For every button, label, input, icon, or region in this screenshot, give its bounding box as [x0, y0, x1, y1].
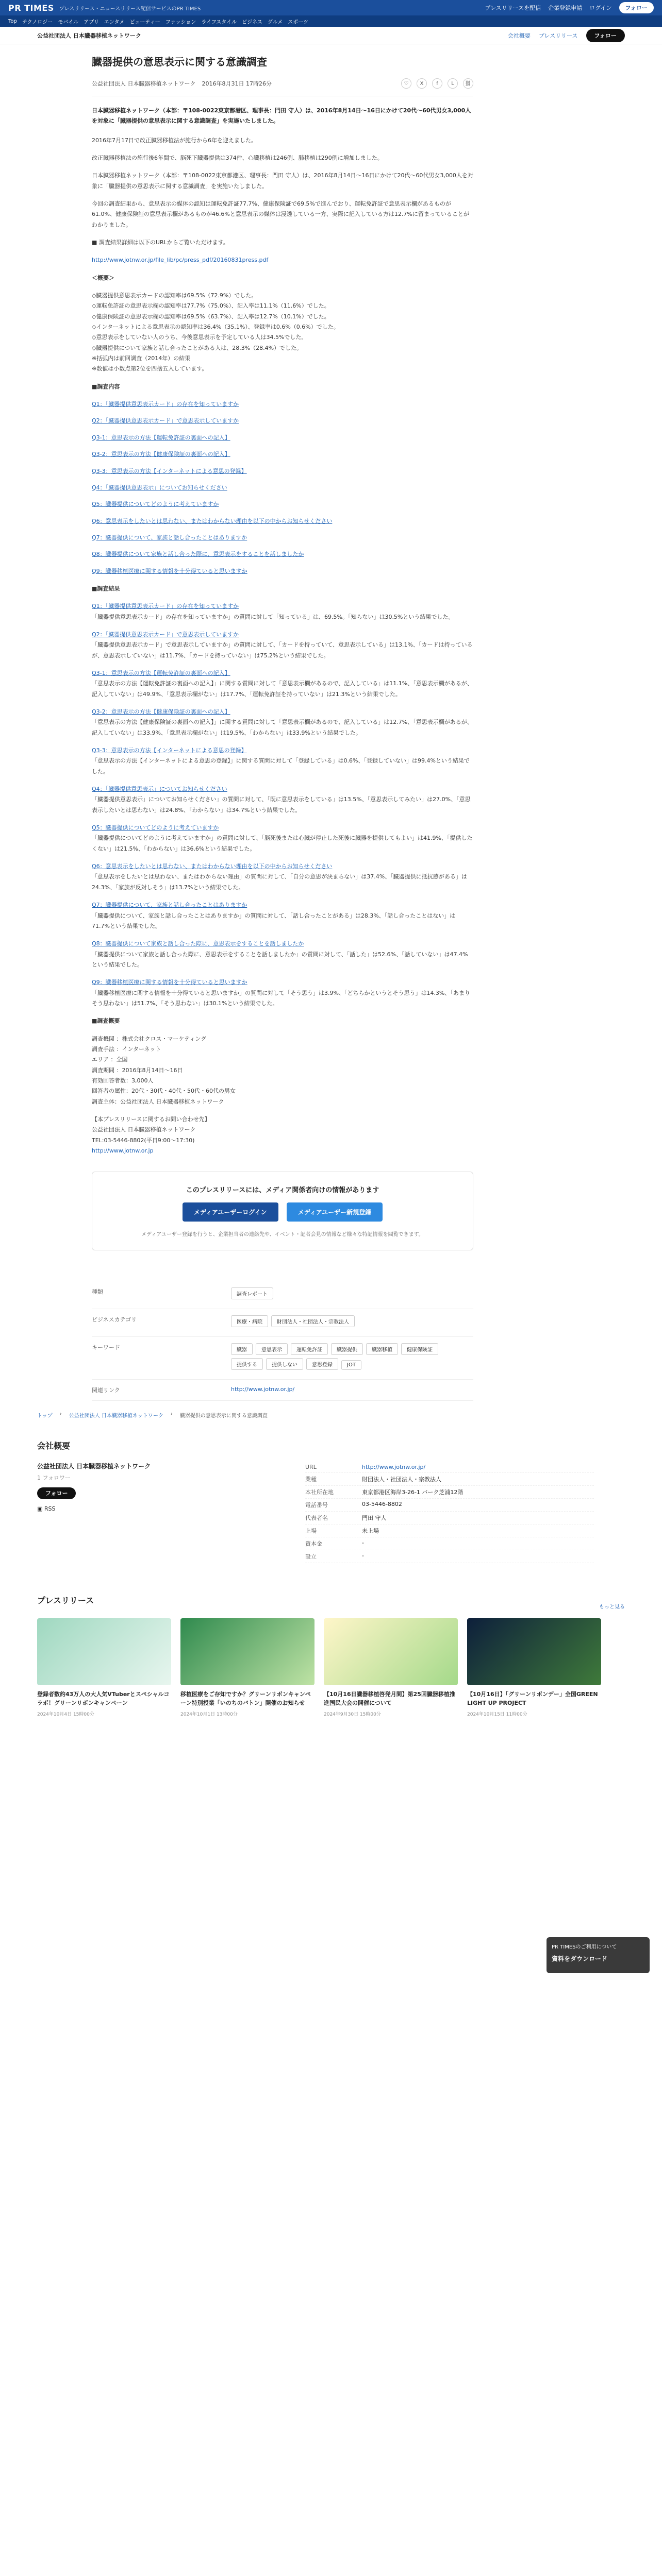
survey-item: 調査期間 ：2016年8月14日～16日	[92, 1066, 183, 1074]
card-title: 移植医療をご存知ですか？グリーンリボンキャンペーン特別授業「いのちのバトン」開催のお知らせ	[180, 1691, 311, 1706]
contact-line: 【本プレスリリースに関するお問い合わせ先】	[92, 1116, 210, 1123]
result-answer: 「意思表示の方法【健康保険証の裏面への記入】」に関する質問に対して「意思表示欄があるので、記入している」は12.7%、「意思表示欄があるが、記入していない」は33.9%、「意思表示欄がない」は19.5%、「わからない」は33.9%という結果でした。	[92, 719, 473, 736]
keyword-tag[interactable]: 意思登録	[306, 1358, 338, 1370]
media-register-button[interactable]: メディアユーザー新規登録	[287, 1202, 383, 1222]
result-answer: 「臓器提供について、家族と話し合ったことはありますか」の質問に対して、「話し合ったことがある」は28.3%、「話し合ったことはない」は71.7%という結果でした。	[92, 912, 456, 929]
paragraph: 改正臓器移植法の施行後6年間で、脳死下臓器提供は374件、心臓移植は246例、肺移植は290例に増加しました。	[92, 154, 383, 161]
result-question: Q4：「臓器提供意思表示」についてお知らせください	[92, 786, 227, 793]
company-row-key: URL	[305, 1464, 317, 1471]
result-answer: 「臓器提供意思表示カード」で意思表示していますか」の質問に対して、「カードを持っていて、意思表示している」は13.1%、「カードは持っているが、意思表示していない」は11.7%、「カードを持っていない」は75.2%という結果でした。	[92, 641, 473, 659]
line-share-icon[interactable]: L	[448, 78, 458, 89]
article	[92, 44, 473, 1401]
result-question: Q8：臓器提供について家族と話し合った際に、意思表示をすることを話しましたか	[92, 940, 304, 947]
paragraph: 2016年7月17日で改正臓器移植法が施行から6年を迎えました。	[92, 137, 257, 144]
download-widget[interactable]	[547, 1937, 650, 1973]
company-row-key: 電話番号	[305, 1502, 328, 1509]
card-date: 2024年10月1日 13時00分	[180, 1712, 238, 1718]
heart-icon[interactable]: ♡	[401, 78, 411, 89]
biz-tag[interactable]: 財団法人・社団法人・宗教法人	[271, 1315, 355, 1327]
download-cta[interactable]: 資料をダウンロード	[552, 1955, 608, 1962]
keyword-tag[interactable]: 臓器	[231, 1343, 253, 1355]
article-title: 臓器提供の意思表示に関する意識調査	[92, 56, 267, 68]
survey-heading: ■調査概要	[92, 1018, 120, 1025]
more-link[interactable]: もっと見る	[599, 1604, 625, 1611]
company-follow-button-2[interactable]: フォロー	[37, 1487, 76, 1499]
company-row-value: -	[362, 1552, 364, 1560]
summary-item: ◇インターネットによる意思表示の認知率は36.4%（35.1%）、登録率は0.6%（0.6%）でした。	[92, 324, 339, 331]
card-thumbnail	[324, 1618, 458, 1685]
category-item[interactable]: グルメ	[267, 19, 283, 25]
result-question: Q2：「臓器提供意思表示カード」で意思表示していますか	[92, 631, 239, 638]
company-row-key: 本社所在地	[305, 1489, 334, 1496]
result-question: Q3-2：意思表示の方法【健康保険証の裏面への記入】	[92, 708, 230, 715]
question-link[interactable]: Q4：「臓器提供意思表示」についてお知らせください	[92, 484, 227, 491]
card-date: 2024年10月4日 15時00分	[37, 1712, 94, 1718]
article-author[interactable]: 公益社団法人 日本臓器移植ネットワーク	[92, 80, 196, 87]
result-question: Q9：臓器移植医療に関する情報を十分得ていると思いますか	[92, 979, 247, 986]
result-question: Q3-1：意思表示の方法【運転免許証の裏面への記入】	[92, 669, 230, 676]
result-question: Q1：「臓器提供意思表示カード」の存在を知っていますか	[92, 603, 239, 610]
rss-icon: ▣	[37, 1505, 43, 1513]
site-tagline: プレスリリース・ニュースリリース配信サービスのPR TIMES	[59, 6, 201, 12]
media-box-note: メディアユーザー登録を行うと、企業担当者の連絡先や、イベント・記者会見の情報など様々な特記情報を閲覧できます。	[141, 1232, 424, 1238]
survey-item: 調査手法 ：インターネット	[92, 1045, 161, 1053]
press-heading: プレスリリース	[37, 1596, 94, 1606]
type-label: 種類	[92, 1289, 103, 1296]
question-link[interactable]: Q3-1：意思表示の方法【運転免許証の裏面への記入】	[92, 434, 230, 441]
press-release-section	[37, 1594, 625, 1717]
press-card[interactable]	[180, 1618, 315, 1717]
company-register-link[interactable]: 企業登録申請	[548, 5, 583, 11]
survey-item: エリア ：全国	[92, 1056, 128, 1063]
question-link[interactable]: Q8：臓器提供について家族と話し合った際に、意思表示をすることを話しましたか	[92, 551, 304, 558]
category-item[interactable]: ビューティー	[129, 19, 160, 25]
card-title: 【10月16日臓器移植啓発月間】第25回臓器移植推進国民大会の開催について	[324, 1691, 455, 1706]
category-item[interactable]: モバイル	[58, 19, 79, 25]
question-link[interactable]: Q2：「臓器提供意思表示カード」で意思表示していますか	[92, 417, 239, 425]
question-link[interactable]: Q7：臓器提供について、家族と話し合ったことはありますか	[92, 534, 247, 541]
press-release-link[interactable]: プレスリリース	[538, 32, 578, 39]
company-name[interactable]: 公益社団法人 日本臓器移植ネットワーク	[37, 1463, 151, 1470]
article-body	[92, 135, 473, 1157]
result-question: Q3-3：意思表示の方法【インターネットによる意思の登録】	[92, 747, 247, 754]
company-row-key: 業種	[305, 1476, 317, 1483]
header-follow-button[interactable]: フォロー	[619, 2, 654, 13]
survey-item: 調査主体：公益社団法人 日本臓器移植ネットワーク	[92, 1098, 224, 1105]
question-link[interactable]: Q1：「臓器提供意思表示カード」の存在を知っていますか	[92, 401, 239, 408]
company-profile-link[interactable]: 会社概要	[507, 32, 531, 39]
keyword-tag[interactable]: 臓器移植	[366, 1343, 398, 1355]
contact-url-link[interactable]: http://www.jotnw.or.jp	[92, 1147, 154, 1155]
breadcrumb	[37, 1411, 662, 1419]
result-answer: 「意思表示の方法【運転免許証の裏面への記入】」に関する質問に対して「意思表示欄があるので、記入している」は11.1%、「意思表示欄があるが、記入していない」は49.9%、「意思表示欄がない」は17.7%、「運転免許証を持っていない」は21.3%という結果でした。	[92, 680, 473, 698]
rss-link[interactable]	[37, 1505, 285, 1512]
article-date: 2016年8月31日 17時26分	[202, 80, 272, 87]
tags-table	[92, 1281, 473, 1401]
keyword-tag[interactable]: 提供しない	[266, 1358, 303, 1370]
question-link[interactable]: Q3-2：意思表示の方法【健康保険証の裏面への記入】	[92, 451, 230, 458]
chevron-right-icon: ›	[170, 1411, 173, 1417]
card-date: 2024年10月15日 11時00分	[467, 1712, 527, 1718]
category-item[interactable]: テクノロジー	[22, 19, 53, 25]
result-question: Q7：臓器提供について、家族と話し合ったことはありますか	[92, 902, 247, 909]
paragraph: 日本臓器移植ネットワーク（本部：〒108-0022東京都港区、理事長：門田 守人）は、2016年8月14日～16日にかけて20代～60代男女3,000人を対象に「臓器提供の意思表示に関する意識調査」を実施いたしました。	[92, 172, 473, 190]
category-item[interactable]: ビジネス	[242, 19, 262, 25]
login-link[interactable]: ログイン	[589, 5, 612, 11]
media-box-title: このプレスリリースには、メディア関係者向けの情報があります	[186, 1187, 379, 1195]
facebook-share-icon[interactable]: f	[432, 78, 442, 89]
contact-line: 公益社団法人 日本臓器移植ネットワーク	[92, 1126, 196, 1133]
site-logo[interactable]: PR TIMES	[8, 3, 54, 13]
result-answer: 「臓器提供についてどのように考えていますか」の質問に対して、「脳死後または心臓が停止した死後に臓器を提供してもよい」は41.9%、「提供したくない」は21.5%、「わからない」は36.6%という結果でした。	[92, 835, 473, 852]
summary-heading: ＜概要＞	[92, 274, 114, 281]
media-login-button[interactable]: メディアユーザーログイン	[183, 1202, 278, 1222]
summary-item: ※括弧内は前回調査（2014年）の結果	[92, 355, 191, 362]
top-header	[0, 0, 662, 15]
summary-item: ◇健康保険証の意思表示欄の認知率は69.5%（63.7%）、記入率は12.7%（10.1%）でした。	[92, 313, 330, 320]
survey-item: 調査機関 ：株式会社クロス・マーケティング	[92, 1035, 207, 1042]
type-tag[interactable]: 調査レポート	[231, 1287, 273, 1299]
result-answer: 「臓器提供意思表示」についてお知らせください」の質問に対して、「既に意思表示をしている」は13.5%、「意思表示してみたい」は27.0%、「意思表示したいとは思わない」は24.8%、「わからない」は34.7%という結果でした。	[92, 796, 471, 814]
category-item[interactable]: スポーツ	[288, 19, 308, 25]
company-follow-button[interactable]: フォロー	[586, 29, 625, 42]
summary-item: ◇運転免許証の意思表示欄の認知率は77.7%（75.0%）、記入率は11.1%（11.6%）でした。	[92, 302, 330, 310]
company-row-key: 代表者名	[305, 1515, 328, 1522]
keyword-tag[interactable]: 意思表示	[256, 1343, 288, 1355]
x-share-icon[interactable]: X	[417, 78, 427, 89]
company-row-value: 財団法人・社団法人・宗教法人	[362, 1476, 441, 1483]
summary-item: ◇意思表示をしていない人のうち、今後意思表示を予定している人は34.5%でした。	[92, 334, 307, 341]
summary-item: ◇臓器提供意思表示カードの認知率は69.5%（72.9%）でした。	[92, 292, 257, 299]
breadcrumb-item: 臓器提供の意思表示に関する意識調査	[179, 1413, 268, 1419]
result-answer: 「意思表示の方法【インターネットによる意思の登録】」に関する質問に対して「登録している」は0.6%、「登録していない」は99.4%という結果でした。	[92, 757, 470, 775]
download-widget-label: PR TIMESのご利用について	[552, 1944, 617, 1950]
card-thumbnail	[180, 1618, 315, 1685]
result-question: Q5：臓器提供についてどのように考えていますか	[92, 824, 219, 832]
company-row-key: 設立	[305, 1553, 317, 1561]
result-answer: 「臓器提供意思表示カード」の存在を知っていますか」の質問に対して「知っている」は、69.5%。「知らない」は30.5%という結果でした。	[92, 613, 454, 620]
question-link[interactable]: Q9：臓器移植医療に関する情報を十分得ていると思いますか	[92, 567, 247, 574]
press-card[interactable]	[324, 1618, 458, 1717]
company-bar	[0, 27, 662, 44]
summary-item: ◇臓器提供について家族と話し合ったことがある人は、28.3%（28.4%）でした。	[92, 344, 303, 351]
company-url[interactable]: http://www.jotnw.or.jp/	[362, 1464, 426, 1471]
question-link[interactable]: Q5：臓器提供についてどのように考えていますか	[92, 501, 219, 508]
company-row-key: 資本金	[305, 1540, 322, 1548]
card-thumbnail	[467, 1618, 601, 1685]
biz-label: ビジネスカテゴリ	[92, 1316, 137, 1324]
press-card[interactable]	[37, 1618, 171, 1717]
keyword-tag[interactable]: 健康保険証	[401, 1343, 438, 1355]
related-link-label: 関連リンク	[92, 1387, 120, 1394]
category-item[interactable]: アプリ	[84, 19, 99, 25]
method-heading: ■調査内容	[92, 383, 120, 390]
company-row-value: 門田 守人	[362, 1515, 387, 1522]
card-title: 【10月16日】「グリーンリボンデー」全国GREEN LIGHT UP PROJECT	[467, 1691, 598, 1706]
paragraph: 今回の調査結果から、意思表示の媒体の認知は運転免許証77.7%、健康保険証で69.5%で進んでおり、運転免許証で意思表示欄があるものが61.0%、健康保険証の意思表示欄があるものが46.6%と意思表示の媒体は浸透している一方、実際に記入している方は12.7%に留まっていることがわかりました。	[92, 200, 469, 228]
category-item[interactable]: ライフスタイル	[201, 19, 237, 25]
question-link[interactable]: Q6：意思表示をしたいとは思わない、またはわからない理由を以下の中からお知らせください	[92, 517, 333, 524]
card-title: 登録者数約43万人の大人気VTuberとスペシャルコラボ！グリーンリボンキャンペーン	[37, 1691, 170, 1706]
chevron-right-icon: ›	[59, 1411, 62, 1417]
result-answer: 「臓器移植医療に関する情報を十分得ていると思いますか」の質問に対して「そう思う」は3.9%、「どちらかというとそう思う」は14.3%、「あまりそう思わない」は51.7%、「そう思わない」は30.1%という結果でした。	[92, 989, 470, 1007]
pdf-link[interactable]: http://www.jotnw.or.jp/file_lib/pc/press_pdf/20160831press.pdf	[92, 257, 269, 264]
publish-link[interactable]: プレスリリースを配信	[485, 5, 541, 11]
contact-line: TEL:03-5446-8802(平日9:00～17:30)	[92, 1137, 195, 1144]
survey-item: 回答者の属性：20代・30代・40代・50代・60代の男女	[92, 1088, 236, 1095]
result-answer: 「臓器提供について家族と話し合った際に、意思表示をすることを話しましたか」の質問に対して、「話した」は52.6%、「話していない」は47.4%という結果でした。	[92, 951, 468, 968]
company-row-key: 上場	[305, 1528, 317, 1535]
question-link[interactable]: Q3-3：意思表示の方法【インターネットによる意思の登録】	[92, 467, 247, 474]
summary-item: ※数値は小数点第2位を四捨五入しています。	[92, 365, 208, 372]
keyword-tag[interactable]: JOT	[341, 1360, 361, 1370]
company-row-value: -	[362, 1539, 364, 1547]
category-nav	[0, 15, 662, 27]
biz-tag[interactable]: 医療・病院	[231, 1315, 268, 1327]
follower-count: 1 フォロワー	[37, 1475, 71, 1482]
card-date: 2024年9月30日 15時00分	[324, 1712, 381, 1718]
category-item[interactable]: Top	[8, 18, 17, 24]
rss-label: RSS	[44, 1505, 56, 1513]
keyword-tag[interactable]: 臓器提供	[331, 1343, 363, 1355]
company-section	[37, 1439, 625, 1563]
survey-item: 有効回答者数：3,000人	[92, 1077, 154, 1084]
article-lead: 日本臓器移植ネットワーク（本部：〒108-0022東京都港区、理事長：門田 守人）は、2016年8月14日～16日にかけて20代～60代男女3,000人を対象に「臓器提供の意思表示に関する意識調査」を実施いたしました。	[92, 107, 471, 124]
paragraph: ■ 調査結果詳細は以下のURLからご覧いただけます。	[92, 239, 229, 246]
company-row-value: 東京都港区海岸3-26-1 バーク芝浦12階	[362, 1489, 464, 1496]
company-row-value: 03-5446-8802	[362, 1501, 402, 1508]
press-card[interactable]	[467, 1618, 601, 1717]
card-thumbnail	[37, 1618, 171, 1685]
media-user-box	[92, 1172, 473, 1250]
keyword-tag[interactable]: 提供する	[231, 1358, 263, 1370]
company-heading: 会社概要	[37, 1441, 71, 1451]
keyword-label: キーワード	[92, 1344, 120, 1351]
category-item[interactable]: エンタメ	[104, 19, 125, 25]
company-name-link[interactable]: 公益社団法人 日本臓器移植ネットワーク	[37, 32, 141, 39]
results-heading: ■調査結果	[92, 585, 120, 592]
breadcrumb-item[interactable]: トップ	[37, 1413, 53, 1419]
keyword-tag[interactable]: 運転免許証	[291, 1343, 328, 1355]
result-answer: 「意思表示をしたいとは思わない、またはわからない理由」の質問に対して、「自分の意思が決まらない」は37.4%、「臓器提供に抵抗感がある」は24.3%、「家族が反対しそう」は13.7%という結果でした。	[92, 873, 467, 891]
link-copy-icon[interactable]: ⛓	[463, 78, 473, 89]
category-item[interactable]: ファッション	[165, 19, 196, 25]
related-link[interactable]: http://www.jotnw.or.jp/	[231, 1386, 295, 1393]
article-meta	[92, 78, 473, 96]
result-question: Q6：意思表示をしたいとは思わない、またはわからない理由を以下の中からお知らせください	[92, 863, 333, 870]
company-row-value: 未上場	[362, 1528, 379, 1535]
breadcrumb-item[interactable]: 公益社団法人 日本臓器移植ネットワーク	[69, 1413, 163, 1419]
